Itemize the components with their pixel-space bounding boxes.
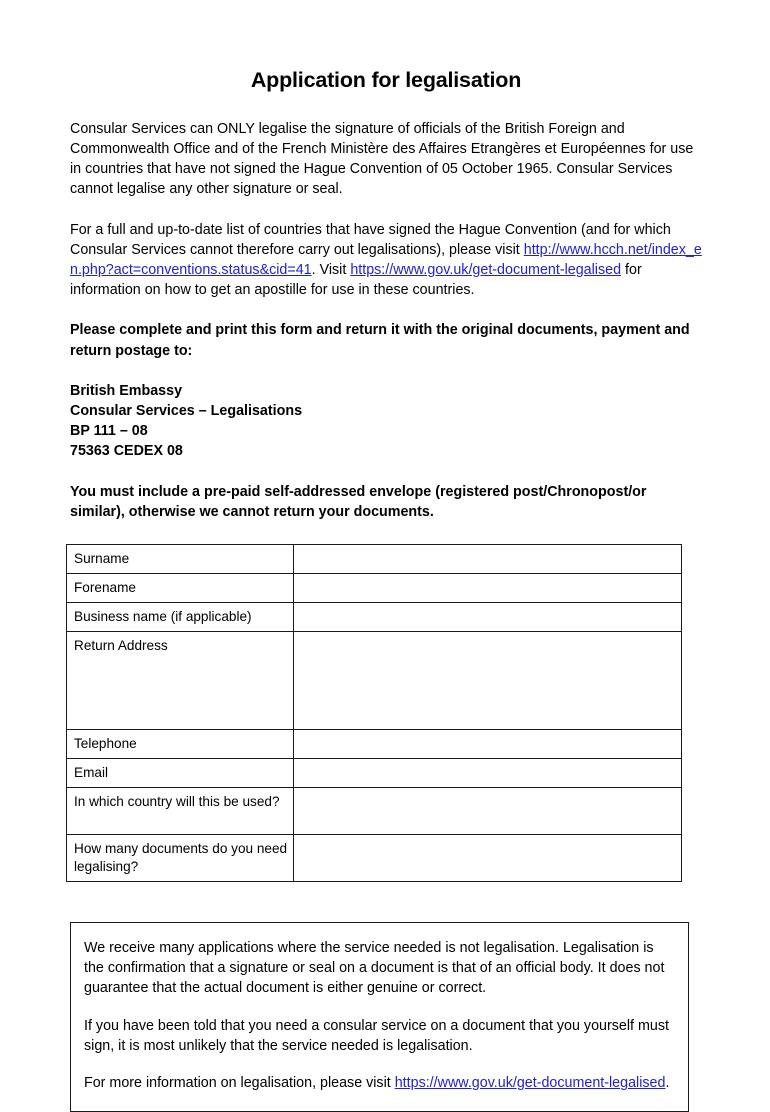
field-label-surname: Surname (67, 545, 294, 574)
field-input-forename[interactable] (294, 574, 682, 603)
notice-paragraph-1: We receive many applications where the service needed is not legalisation. Legalisation is the confirmation that a signature or seal on a document is that of an official body. It does not guarantee that the actual document is either genuine or correct. (84, 940, 665, 997)
hague-middle-text: . Visit (311, 262, 351, 279)
notice-govuk-legalised-link[interactable]: https://www.gov.uk/get-document-legalised (394, 1075, 666, 1092)
notice-paragraph-3 (84, 1073, 675, 1093)
field-input-surname[interactable] (294, 545, 682, 574)
table-row (67, 835, 682, 882)
hague-paragraph (70, 200, 702, 301)
form-table-body (67, 545, 682, 882)
field-label-document-count: How many documents do you need legalising? (67, 835, 294, 882)
field-label-business-name: Business name (if applicable) (67, 603, 294, 632)
notice-lead-text: For more information on legalisation, please visit (84, 1075, 395, 1092)
legalisation-notice-box (70, 922, 689, 1112)
hague-lead-text: For a full and up-to-date list of countries that have signed the Hague Convention (and for which Consular Services cannot therefore carry out legalisations), please visit (70, 221, 671, 258)
address-line-1: British Embassy (70, 382, 183, 399)
page-title: Application for legalisation (250, 68, 522, 92)
field-input-return-address[interactable] (294, 632, 682, 730)
hague-tail-text: for information on how to get an apostille for use in these countries. (70, 262, 642, 299)
field-label-country-of-use: In which country will this be used? (67, 788, 294, 835)
field-label-return-address: Return Address (67, 632, 294, 730)
table-row (67, 759, 682, 788)
document-content (70, 0, 702, 1112)
hcch-convention-link[interactable]: http://www.hcch.net/index_en.php?act=conventions.status&cid=41 (70, 241, 702, 279)
field-label-email: Email (67, 759, 294, 788)
application-form-table-wrapper (70, 522, 702, 882)
table-row (67, 545, 682, 574)
return-instruction: Please complete and print this form and return it with the original documents, payment and return postage to: (70, 322, 690, 359)
envelope-instruction: You must include a pre-paid self-addressed envelope (registered post/Chronopost/or similar), otherwise we cannot return your documents. (70, 483, 647, 520)
intro-paragraph: Consular Services can ONLY legalise the signature of officials of the British Foreign and Commonwealth Office and of the French Ministère des Affaires Etrangères et Européennes for use in countries that have not signed the Hague Convention of 05 October 1965. Consular Services cannot legalise any other signature or seal. (70, 120, 694, 198)
table-row (67, 788, 682, 835)
field-label-telephone: Telephone (67, 730, 294, 759)
field-input-telephone[interactable] (294, 730, 682, 759)
field-input-email[interactable] (294, 759, 682, 788)
table-row (67, 632, 682, 730)
field-input-document-count[interactable] (294, 835, 682, 882)
field-input-business-name[interactable] (294, 603, 682, 632)
table-row (67, 603, 682, 632)
notice-tail-text: . (665, 1075, 670, 1092)
address-line-4: 75363 CEDEX 08 (70, 443, 183, 460)
table-row (67, 730, 682, 759)
application-form-table (66, 544, 682, 882)
embassy-address (70, 361, 702, 462)
table-row (67, 574, 682, 603)
field-label-forename: Forename (67, 574, 294, 603)
notice-wrapper (70, 882, 702, 1112)
address-line-2: Consular Services – Legalisations (70, 403, 303, 420)
govuk-legalised-link[interactable]: https://www.gov.uk/get-document-legalised (350, 262, 622, 279)
address-line-3: BP 111 – 08 (70, 423, 148, 440)
field-input-country-of-use[interactable] (294, 788, 682, 835)
notice-paragraph-2: If you have been told that you need a consular service on a document that you yourself must sign, it is most unlikely that the service needed is legalisation. (84, 1017, 669, 1054)
